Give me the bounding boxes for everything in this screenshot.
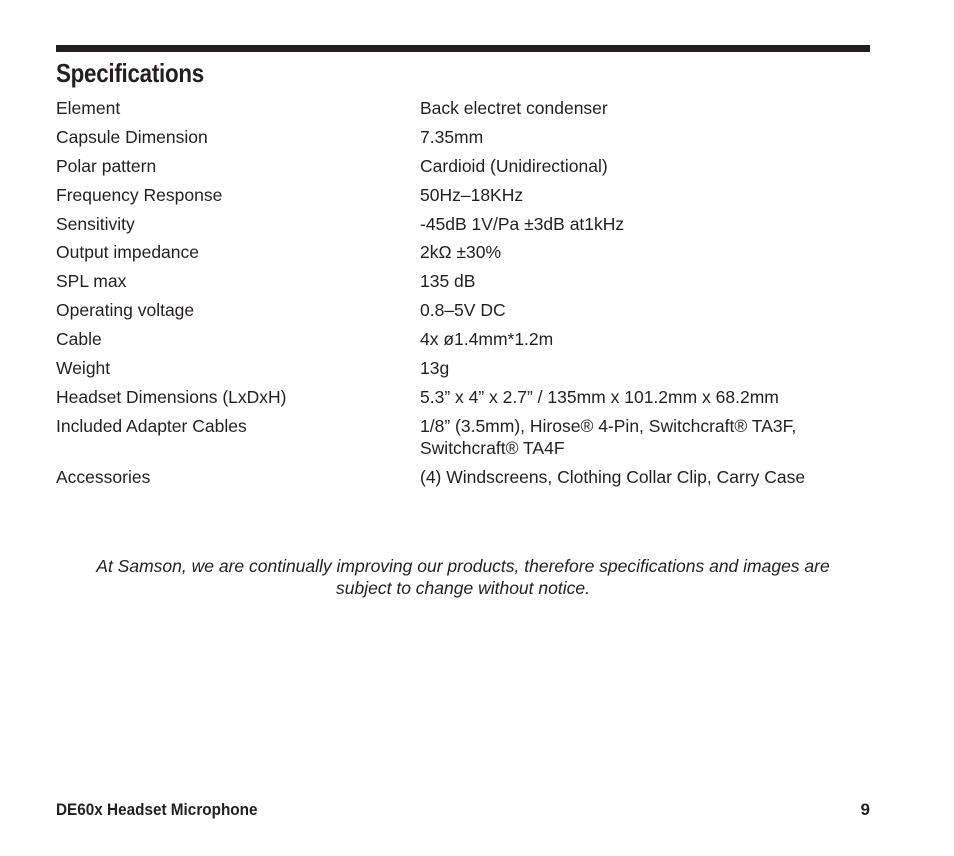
spec-row-sensitivity (56, 213, 856, 235)
spec-row-spl-max (56, 270, 856, 292)
spec-label: Element (56, 98, 121, 118)
spec-label: Accessories (56, 466, 151, 487)
spec-label: Operating voltage (56, 300, 195, 321)
spec-value: 50Hz–18KHz (420, 184, 524, 205)
spec-row-headset-dimensions (56, 386, 856, 408)
spec-value: 4x ø1.4mm*1.2m (420, 329, 554, 350)
change-notice-line: subject to change without notice. (336, 578, 590, 598)
spec-label: Polar pattern (56, 155, 157, 176)
footer-product-title: DE60x Headset Microphone (56, 800, 258, 819)
change-notice (56, 555, 870, 599)
spec-label: Output impedance (56, 242, 200, 263)
spec-row-element (56, 97, 856, 119)
spec-value: 135 dB (420, 271, 476, 292)
spec-value: -45dB 1V/Pa ±3dB at1kHz (420, 213, 625, 234)
spec-value: 5.3” x 4” x 2.7” / 135mm x 101.2mm x 68.2mm (420, 386, 779, 407)
specifications-table (56, 97, 856, 495)
spec-value: 13g (420, 358, 450, 379)
spec-value: Back electret condenser (420, 98, 608, 118)
page-number: 9 (860, 800, 870, 819)
spec-value: Cardioid (Unidirectional) (420, 155, 608, 176)
spec-value: (4) Windscreens, Clothing Collar Clip, Carry Case (420, 466, 806, 487)
spec-row-capsule-dimension (56, 126, 856, 148)
spec-row-operating-voltage (56, 299, 856, 321)
spec-label: Cable (56, 329, 102, 350)
spec-label: Frequency Response (56, 184, 223, 205)
spec-label: Sensitivity (56, 213, 135, 234)
page-title: Specifications (56, 58, 204, 88)
spec-label: Headset Dimensions (LxDxH) (56, 386, 287, 407)
spec-row-frequency-response (56, 184, 856, 206)
spec-label: Capsule Dimension (56, 126, 208, 147)
spec-row-weight (56, 357, 856, 379)
spec-row-polar-pattern (56, 155, 856, 177)
spec-row-accessories (56, 466, 856, 488)
spec-value: 7.35mm (420, 126, 484, 147)
spec-row-included-adapter-cables (56, 415, 856, 459)
spec-label: SPL max (56, 271, 127, 292)
spec-row-cable (56, 328, 856, 350)
change-notice-line: At Samson, we are continually improving our products, therefore specifications and images are (96, 556, 830, 576)
top-rule (56, 45, 870, 52)
spec-value: 1/8” (3.5mm), Hirose® 4-Pin, Switchcraft® TA3F, Switchcraft® TA4F (420, 415, 797, 458)
spec-label: Included Adapter Cables (56, 415, 247, 436)
spec-row-output-impedance (56, 241, 856, 263)
spec-value: 2kΩ ±30% (420, 242, 502, 263)
spec-value: 0.8–5V DC (420, 300, 506, 321)
spec-label: Weight (56, 358, 111, 379)
